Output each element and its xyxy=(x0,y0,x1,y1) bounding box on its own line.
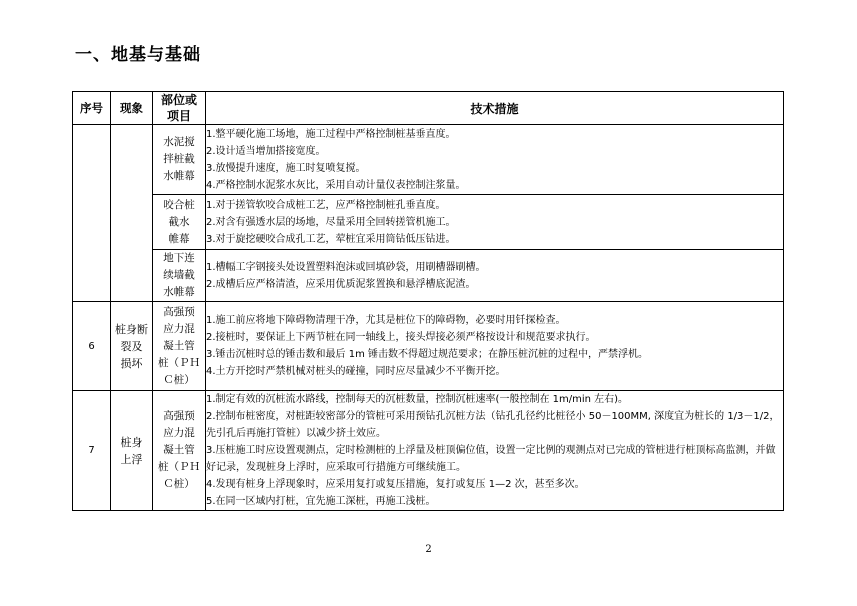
measures-cell xyxy=(206,250,784,302)
measure-line: 3.压桩施工时应设置观测点，定时检测桩的上浮量及桩顶偏位值，设置一定比例的观测点对已完成的管桩进行桩顶标高监测，并做好记录，发现桩身上浮时，应采取可行措施方可继续施工。 xyxy=(206,445,776,473)
header-part-line2: 项目 xyxy=(166,109,191,123)
table-row xyxy=(73,302,784,391)
phenomenon-cell: 桩身断 裂及 损坏 xyxy=(111,302,153,391)
table-row xyxy=(73,195,784,250)
measure-line: 3.放慢提升速度，施工时复喷复搅。 xyxy=(206,162,366,174)
measures-cell xyxy=(206,195,784,250)
measure-line: 1.槽幅工字钢接头处设置塑料泡沫或回填砂袋，用刷槽器刷槽。 xyxy=(206,261,486,273)
part-cell: 水泥搅 拌桩截 水帷幕 xyxy=(153,125,206,195)
measure-line: 5.在同一区域内打桩，宜先施工深桩，再施工浅桩。 xyxy=(206,496,436,507)
part-cell: 咬合桩 截水 帷幕 xyxy=(153,195,206,250)
part-cell: 地下连 续墙截 水帷幕 xyxy=(153,250,206,302)
phenomenon-cell: 桩身 上浮 xyxy=(111,391,153,511)
measure-line: 2.控制布桩密度，对桩距较密部分的管桩可采用预钻孔沉桩方法（钻孔孔径约比桩径小 50－100MM, 深度宜为桩长的 1/3－1/2，先引孔后再施打管桩）以减少挤土效应。 xyxy=(206,411,780,439)
table-row xyxy=(73,125,784,195)
table-row xyxy=(73,250,784,302)
measures-table xyxy=(72,91,784,511)
seq-cell: 7 xyxy=(73,391,111,511)
measure-line: 1.施工前应将地下障碍物清理干净，尤其是桩位下的障碍物，必要时用钎探检查。 xyxy=(206,315,566,326)
part-cell: 高强预 应力混 凝土管 桩（ＰＨ Ｃ桩） xyxy=(153,302,206,391)
measure-line: 1.对于搓管软咬合成桩工艺，应严格控制桩孔垂直度。 xyxy=(206,199,446,211)
header-measures: 技术措施 xyxy=(206,92,784,125)
measures-cell xyxy=(206,125,784,195)
measures-cell xyxy=(206,302,784,391)
seq-cell: 6 xyxy=(73,302,111,391)
measure-line: 1.整平硬化施工场地，施工过程中严格控制桩基垂直度。 xyxy=(206,128,456,140)
measure-line: 2.设计适当增加搭接宽度。 xyxy=(206,145,326,157)
table-row xyxy=(73,391,784,511)
measure-line: 4.发现有桩身上浮现象时，应采用复打或复压措施，复打或复压 1—2 次，甚至多次。 xyxy=(206,479,585,490)
seq-cell-empty xyxy=(73,125,111,302)
measure-line: 3.锤击沉桩时总的锤击数和最后 1m 锤击数不得超过规范要求；在静压桩沉桩的过程中，严禁浮机。 xyxy=(206,349,649,360)
measure-line: 2.接桩时，要保证上下两节桩在同一轴线上，接头焊接必须严格按设计和规范要求执行。 xyxy=(206,332,596,343)
header-phenomenon: 现象 xyxy=(111,92,153,125)
header-seq: 序号 xyxy=(73,92,111,125)
measure-line: 2.对含有强透水层的场地，尽量采用全回转搓管机施工。 xyxy=(206,216,456,228)
measure-line: 3.对于旋挖硬咬合成孔工艺，荤桩宜采用筒钻低压钻进。 xyxy=(206,233,456,245)
phenomenon-cell-empty xyxy=(111,125,153,302)
page-number: 2 xyxy=(425,544,432,555)
measures-cell xyxy=(206,391,784,511)
measure-line: 4.严格控制水泥浆水灰比，采用自动计量仪表控制注浆量。 xyxy=(206,179,466,191)
table-header-row xyxy=(73,92,784,125)
section-title: 一、地基与基础 xyxy=(75,45,201,65)
measure-line: 4.土方开挖时严禁机械对桩头的碰撞，同时应尽量减少不平衡开挖。 xyxy=(206,366,506,377)
part-cell: 高强预 应力混 凝土管 桩（ＰＨ Ｃ桩） xyxy=(153,391,206,511)
measure-line: 2.成槽后应严格清渣，应采用优质泥浆置换和悬浮槽底泥渣。 xyxy=(206,278,476,290)
measure-line: 1.制定有效的沉桩流水路线，控制每天的沉桩数量，控制沉桩速率(一般控制在 1m/min 左右)。 xyxy=(206,394,629,405)
header-part-line1: 部位或 xyxy=(160,93,197,107)
header-part xyxy=(153,92,206,125)
